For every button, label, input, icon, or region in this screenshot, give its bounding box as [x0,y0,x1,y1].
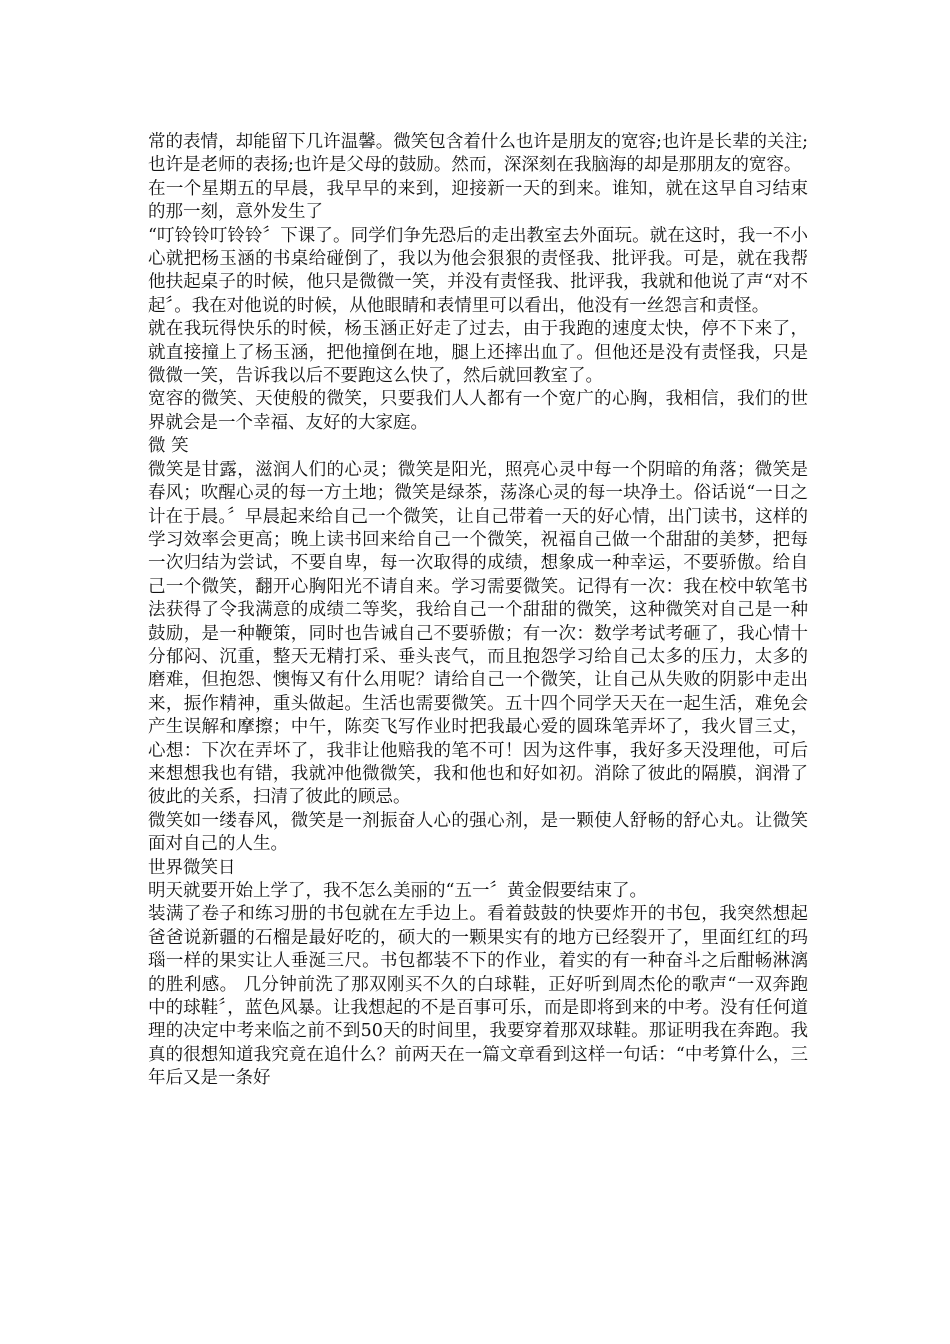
paragraph-smile-essay: 微笑是甘露，滋润人们的心灵；微笑是阳光，照亮心灵中每一个阴暗的角落；微笑是春风；吹醒心灵的每一方土地；微笑是绿茶，荡涤心灵的每一块净土。俗话说“一日之计在于晨。〞早晨起来给自己一个微笑，让自己带着一天的好心情，出门读书，这样的学习效率会更高；晚上读书回来给自己一个微笑，祝福自己做一个甜甜的美梦，把每一次归结为尝试，不要自卑，每一次取得的成绩，想象成一种幸运，不要骄傲。给自己一个微笑，翻开心胸阳光不请自来。学习需要微笑。记得有一次：我在校中软笔书法获得了令我满意的成绩二等奖，我给自己一个甜甜的微笑，这种微笑对自己是一种鼓励，是一种鞭策，同时也告诫自己不要骄傲；有一次：数学考试考砸了，我心情十分郁闷、沉重，整天无精打采、垂头丧气，而且抱怨学习给自己太多的压力，太多的磨难，但抱怨、懊悔又有什么用呢？请给自己一个微笑，让自己从失败的阴影中走出来，振作精神，重头做起。生活也需要微笑。五十四个同学天天在一起生活，难免会产生误解和摩擦；中午，陈奕飞写作业时把我最心爱的圆珠笔弄坏了，我火冒三丈，心想：下次在弄坏了，我非让他赔我的笔不可！因为这件事，我好多天没理他，可后来想想我也有错，我就冲他微微笑，我和他也和好如初。消除了彼此的隔膜，润滑了彼此的关系，扫清了彼此的顾忌。 [148,459,808,808]
paragraph-smile-tolerance-intro: 常的表情，却能留下几许温馨。微笑包含着什么也许是朋友的宽容;也许是长辈的关注;也许是老师的表扬;也许是父母的鼓励。然而，深深刻在我脑海的却是那朋友的宽容。 [148,132,808,176]
paragraph-holiday-ending: 明天就要开始上学了，我不怎么美丽的“五一〞黄金假要结束了。 [148,881,647,901]
paragraph-bell-rings: “叮铃铃叮铃铃〞下课了。同学们争先恐后的走出教室去外面玩。就在这时，我一不小心就把杨玉涵的书桌给碰倒了，我以为他会狠狠的责怪我、批评我。可是，就在我帮他扶起桌子的时候，他只是微微一笑，并没有责怪我、批评我，我就和他说了声“对不起〞。我在对他说的时候，从他眼睛和表情里可以看出，他没有一丝怨言和责怪。 [148,225,808,316]
paragraph-tolerant-smile: 宽容的微笑、天使般的微笑，只要我们人人都有一个宽广的心胸，我相信，我们的世界就会是一个幸福、友好的大家庭。 [148,389,808,433]
document-page [148,131,808,1091]
section-title-world-smile-day: 世界微笑日 [148,857,236,878]
section-title-smile: 微 笑 [148,436,189,457]
paragraph-friday-morning: 在一个星期五的早晨，我早早的来到，迎接新一天的到来。谁知，就在这早自习结束的那一刻，意外发生了 [148,178,808,223]
paragraph-smile-spring-breeze: 微笑如一缕春风，微笑是一剂振奋人心的强心剂，是一颗使人舒畅的舒心丸。让微笑面对自己的人生。 [148,810,808,855]
paragraph-collision: 就在我玩得快乐的时候，杨玉涵正好走了过去，由于我跑的速度太快，停不下来了，就直接撞上了杨玉涵，把他撞倒在地，腿上还摔出血了。但他还是没有责怪我，只是微微一笑，告诉我以后不要跑这么快了，然后就回教室了。 [148,319,808,387]
paragraph-schoolbag: 装满了卷子和练习册的书包就在左手边上。看着鼓鼓的快要炸开的书包，我突然想起爸爸说新疆的石榴是最好吃的，硕大的一颗果实有的地方已经裂开了，里面红红的玛瑙一样的果实让人垂涎三尺。书包都装不下的作业，着实的有一种奋斗之后酣畅淋漓的胜利感。 几分钟前洗了那双刚买不久的白球鞋，正好听到周杰伦的歌声“一双奔跑中的球鞋〞，蓝色风暴。让我想起的不是百事可乐，而是即将到来的中考。没有任何道理的决定中考来临之前不到50天的时间里，我要穿着那双球鞋。那证明我在奔跑。我真的很想知道我究竟在追什么？前两天在一篇文章看到这样一句话：“中考算什么，三年后又是一条好 [148,904,808,1089]
